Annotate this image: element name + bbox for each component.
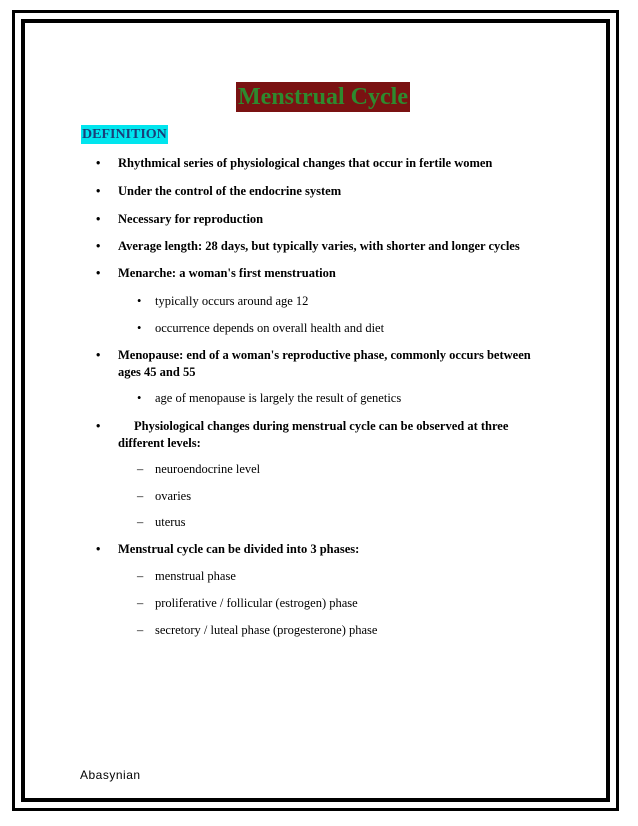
sub-list-item-text: secretory / luteal phase (progesterone) phase: [155, 623, 378, 637]
list-item-text: Average length: 28 days, but typically varies, with shorter and longer cycles: [118, 239, 520, 253]
title-container: [0, 82, 638, 112]
dash-icon: –: [137, 623, 144, 637]
bullet-icon: •: [96, 212, 101, 226]
definition-heading: DEFINITION: [82, 127, 167, 142]
bullet-icon: •: [96, 184, 101, 198]
list-item-text: Menarche: a woman's first menstruation: [118, 266, 336, 280]
dash-icon: –: [137, 569, 144, 583]
sub-list-item-text: occurrence depends on overall health and diet: [155, 321, 385, 335]
bullet-icon: •: [96, 156, 101, 170]
list-item-text: Under the control of the endocrine system: [118, 184, 342, 198]
sub-list-item-text: age of menopause is largely the result of genetics: [155, 391, 402, 405]
bullet-icon: •: [96, 348, 101, 362]
sub-list-item-text: typically occurs around age 12: [155, 294, 309, 308]
bullet-icon: •: [96, 419, 101, 433]
sub-list-item-text: proliferative / follicular (estrogen) phase: [155, 596, 358, 610]
sub-list-item-text: uterus: [155, 515, 186, 529]
list-item-text: Menstrual cycle can be divided into 3 phases:: [118, 542, 360, 556]
list-item-text: Rhythmical series of physiological changes that occur in fertile women: [118, 156, 493, 170]
page-footer: Abasynian: [80, 768, 141, 782]
sub-list-item-text: menstrual phase: [155, 569, 236, 583]
sub-list-item-text: ovaries: [155, 489, 192, 503]
bullet-icon: •: [137, 294, 142, 308]
dash-icon: –: [137, 515, 144, 529]
list-item-text: Menopause: end of a woman's reproductive phase, commonly occurs between ages 45 and 55: [118, 348, 531, 379]
bullet-icon: •: [137, 321, 142, 335]
sub-list-item-text: neuroendocrine level: [155, 462, 261, 476]
document-title: Menstrual Cycle: [238, 84, 408, 110]
dash-icon: –: [137, 489, 144, 503]
bullet-icon: •: [137, 391, 142, 405]
list-item-text: Necessary for reproduction: [118, 212, 264, 226]
list-item-text: Physiological changes during menstrual cycle can be observed at three different levels:: [118, 419, 509, 450]
bullet-icon: •: [96, 542, 101, 556]
bullet-icon: •: [96, 239, 101, 253]
dash-icon: –: [137, 596, 144, 610]
dash-icon: –: [137, 462, 144, 476]
bullet-icon: •: [96, 266, 101, 280]
